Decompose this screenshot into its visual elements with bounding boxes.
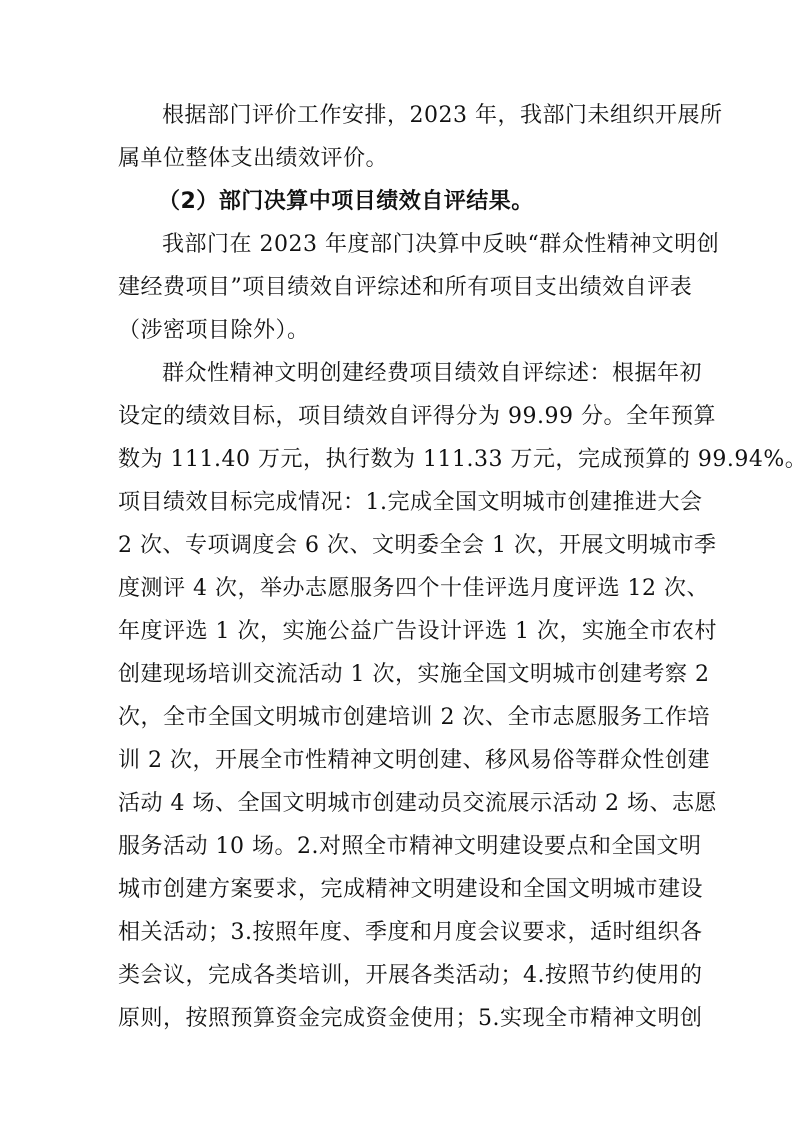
paragraph-line: 度测评 4 次，举办志愿服务四个十佳评选月度评选 12 次、	[118, 576, 709, 601]
paragraph-line: 原则，按照预算资金完成资金使用；5.实现全市精神文明创	[118, 1006, 703, 1031]
paragraph-line: 设定的绩效目标，项目绩效自评得分为 99.99 分。全年预算	[118, 404, 716, 429]
paragraph-line: 服务活动 10 场。2.对照全市精神文明建设要点和全国文明	[118, 834, 702, 859]
paragraph-line: 建经费项目”项目绩效自评综述和所有项目支出绩效自评表	[118, 275, 693, 300]
paragraph-line: 城市创建方案要求，完成精神文明建设和全国文明城市建设	[118, 877, 704, 902]
paragraph-line: 年度评选 1 次，实施公益广告设计评选 1 次，实施全市农村	[118, 619, 717, 644]
paragraph-line: 相关活动；3.按照年度、季度和月度会议要求，适时组织各	[118, 920, 703, 945]
paragraph-line: 我部门在 2023 年度部门决算中反映“群众性精神文明创	[162, 232, 720, 257]
paragraph-line: 数为 111.40 万元，执行数为 111.33 万元，完成预算的 99.94%。	[118, 447, 807, 472]
paragraph-line: 属单位整体支出绩效评价。	[118, 146, 389, 171]
paragraph-line: 2 次、专项调度会 6 次、文明委全会 1 次，开展文明城市季	[118, 533, 717, 558]
paragraph-line: 类会议，完成各类培训，开展各类活动；4.按照节约使用的	[118, 963, 703, 988]
paragraph-line: （涉密项目除外）。	[118, 318, 310, 343]
paragraph-line: 群众性精神文明创建经费项目绩效自评综述：根据年初	[162, 361, 703, 386]
paragraph-line: 训 2 次，开展全市性精神文明创建、移风易俗等群众性创建	[118, 748, 710, 773]
paragraph-line: 根据部门评价工作安排，2023 年，我部门未组织开展所	[162, 103, 723, 128]
section-heading: （2）部门决算中项目绩效自评结果。	[158, 189, 534, 214]
paragraph-line: 项目绩效目标完成情况：1.完成全国文明城市创建推进大会	[118, 490, 703, 515]
paragraph-line: 活动 4 场、全国文明城市创建动员交流展示活动 2 场、志愿	[118, 791, 717, 816]
paragraph-line: 创建现场培训交流活动 1 次，实施全国文明城市创建考察 2	[118, 662, 710, 687]
paragraph-line: 次，全市全国文明城市创建培训 2 次、全市志愿服务工作培	[118, 705, 710, 730]
